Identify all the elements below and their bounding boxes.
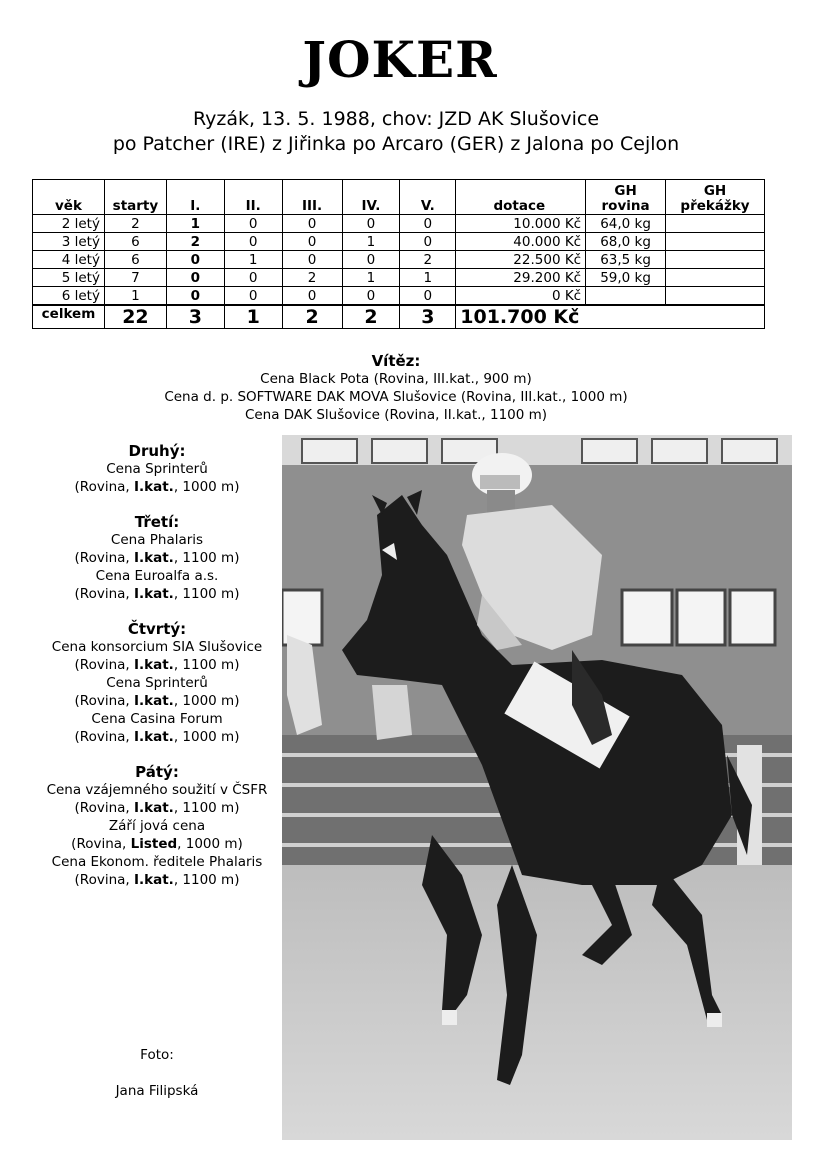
race-record-table <box>32 179 765 329</box>
race-track: (Rovina, <box>74 800 134 816</box>
race-track: (Rovina, <box>74 872 134 888</box>
placing-race-details <box>32 835 282 853</box>
cell-fifth: 2 <box>400 251 456 269</box>
placing-race-name: Cena Sprinterů <box>106 461 208 477</box>
total-row <box>33 305 765 329</box>
cell-starts: 1 <box>104 287 166 306</box>
cell-prize: 40.000 Kč <box>456 233 586 251</box>
photo-credit-label: Foto: <box>140 1047 174 1063</box>
total-fourth: 2 <box>342 305 400 329</box>
winner-section <box>0 352 792 424</box>
placing-race-details <box>32 656 282 674</box>
header-gh-jump: GH překážky <box>666 180 765 215</box>
race-category: I.kat. <box>133 872 174 888</box>
table-row <box>33 215 765 233</box>
placing-race-details <box>32 799 282 817</box>
race-category: I.kat. <box>133 550 174 566</box>
placing-race-name: Září jová cena <box>108 818 206 834</box>
winner-race: Cena Black Pota (Rovina, III.kat., 900 m) <box>260 371 532 387</box>
cell-third: 0 <box>282 251 342 269</box>
race-distance: , 1000 m) <box>177 836 243 852</box>
cell-prize: 0 Kč <box>456 287 586 306</box>
cell-fifth: 0 <box>400 233 456 251</box>
winner-race: Cena DAK Slušovice (Rovina, II.kat., 1100 m) <box>244 407 548 423</box>
race-distance: , 1100 m) <box>173 550 240 566</box>
placing-race-name: Cena vzájemného soužití v ČSFR <box>46 782 268 798</box>
cell-third: 0 <box>282 287 342 306</box>
placing-race-details <box>32 549 282 567</box>
placing-heading: Druhý: <box>128 442 186 460</box>
cell-fifth: 1 <box>400 269 456 287</box>
total-third: 2 <box>282 305 342 329</box>
cell-second: 1 <box>224 251 282 269</box>
cell-starts: 7 <box>104 269 166 287</box>
cell-second: 0 <box>224 215 282 233</box>
cell-second: 0 <box>224 287 282 306</box>
placing-race-name: Cena Euroalfa a.s. <box>95 568 219 584</box>
placing-race-details <box>32 478 282 496</box>
cell-first: 0 <box>166 287 224 306</box>
cell-gh-flat: 63,5 kg <box>586 251 666 269</box>
cell-age: 4 letý <box>33 251 105 269</box>
cell-third: 0 <box>282 233 342 251</box>
cell-first: 0 <box>166 269 224 287</box>
race-distance: , 1000 m) <box>173 729 240 745</box>
cell-first: 2 <box>166 233 224 251</box>
race-distance: , 1100 m) <box>173 872 240 888</box>
placing-heading: Třetí: <box>134 513 180 531</box>
cell-fifth: 0 <box>400 215 456 233</box>
race-track: (Rovina, <box>74 586 134 602</box>
cell-starts: 2 <box>104 215 166 233</box>
cell-gh-jump <box>666 215 765 233</box>
total-second: 1 <box>224 305 282 329</box>
placing-race-details <box>32 585 282 603</box>
cell-age: 6 letý <box>33 287 105 306</box>
cell-age: 3 letý <box>33 233 105 251</box>
cell-fifth: 0 <box>400 287 456 306</box>
cell-gh-flat: 68,0 kg <box>586 233 666 251</box>
table-row <box>33 251 765 269</box>
winner-race: Cena d. p. SOFTWARE DAK MOVA Slušovice (Rovina, III.kat., 1000 m) <box>164 389 628 405</box>
placing-race-details <box>32 728 282 746</box>
race-distance: , 1100 m) <box>173 800 240 816</box>
cell-prize: 29.200 Kč <box>456 269 586 287</box>
cell-fourth: 1 <box>342 233 400 251</box>
cell-third: 0 <box>282 215 342 233</box>
table-row <box>33 233 765 251</box>
placing-race-name: Cena Phalaris <box>110 532 204 548</box>
race-distance: , 1100 m) <box>173 586 240 602</box>
table-header-row <box>33 180 765 215</box>
cell-fourth: 0 <box>342 287 400 306</box>
race-category: I.kat. <box>133 657 174 673</box>
cell-gh-flat: 59,0 kg <box>586 269 666 287</box>
horse-name: JOKER <box>302 30 498 89</box>
race-track: (Rovina, <box>74 693 134 709</box>
cell-age: 5 letý <box>33 269 105 287</box>
cell-gh-flat: 64,0 kg <box>586 215 666 233</box>
header-second: II. <box>224 180 282 215</box>
cell-first: 0 <box>166 251 224 269</box>
header-gh-flat: GH rovina <box>586 180 666 215</box>
race-track: (Rovina, <box>74 479 134 495</box>
header-third: III. <box>282 180 342 215</box>
cell-first: 1 <box>166 215 224 233</box>
cell-starts: 6 <box>104 251 166 269</box>
horse-photo <box>282 435 792 1140</box>
cell-fourth: 0 <box>342 215 400 233</box>
race-track: (Rovina, <box>74 657 134 673</box>
header-prize: dotace <box>456 180 586 215</box>
cell-second: 0 <box>224 233 282 251</box>
race-track: (Rovina, <box>71 836 131 852</box>
race-track: (Rovina, <box>74 550 134 566</box>
cell-prize: 10.000 Kč <box>456 215 586 233</box>
cell-gh-jump <box>666 269 765 287</box>
total-starts: 22 <box>104 305 166 329</box>
placing-race-name: Cena Ekonom. ředitele Phalaris <box>51 854 263 870</box>
winner-heading: Vítěz: <box>371 352 421 370</box>
cell-second: 0 <box>224 269 282 287</box>
placing-heading: Pátý: <box>135 763 179 781</box>
placing-race-name: Cena konsorcium SIA Slušovice <box>51 639 263 655</box>
photo-credit-name: Jana Filipská <box>115 1083 199 1099</box>
race-category: Listed <box>130 836 178 852</box>
total-prize: 101.700 Kč <box>456 305 765 329</box>
total-first: 3 <box>166 305 224 329</box>
header-age: věk <box>33 180 105 215</box>
table-row <box>33 287 765 306</box>
race-category: I.kat. <box>133 479 174 495</box>
header-first: I. <box>166 180 224 215</box>
cell-gh-jump <box>666 233 765 251</box>
cell-fourth: 1 <box>342 269 400 287</box>
race-track: (Rovina, <box>74 729 134 745</box>
placing-race-details <box>32 871 282 889</box>
header-starts: starty <box>104 180 166 215</box>
total-label: celkem <box>33 305 105 329</box>
horse-info: Ryzák, 13. 5. 1988, chov: JZD AK Slušovice <box>192 108 600 130</box>
cell-prize: 22.500 Kč <box>456 251 586 269</box>
race-category: I.kat. <box>133 586 174 602</box>
race-category: I.kat. <box>133 800 174 816</box>
race-distance: , 1000 m) <box>173 479 240 495</box>
race-distance: , 1100 m) <box>173 657 240 673</box>
cell-fourth: 0 <box>342 251 400 269</box>
horse-pedigree: po Patcher (IRE) z Jiřinka po Arcaro (GER) z Jalona po Cejlon <box>112 133 680 155</box>
header-fifth: V. <box>400 180 456 215</box>
race-category: I.kat. <box>133 729 174 745</box>
placings-section <box>32 442 282 889</box>
race-category: I.kat. <box>133 693 174 709</box>
table-row <box>33 269 765 287</box>
cell-gh-jump <box>666 251 765 269</box>
cell-age: 2 letý <box>33 215 105 233</box>
cell-gh-flat <box>586 287 666 306</box>
total-fifth: 3 <box>400 305 456 329</box>
header-fourth: IV. <box>342 180 400 215</box>
cell-third: 2 <box>282 269 342 287</box>
placing-race-name: Cena Sprinterů <box>106 675 208 691</box>
placing-heading: Čtvrtý: <box>127 620 187 638</box>
placing-race-details <box>32 692 282 710</box>
photo-credit <box>32 1046 282 1100</box>
cell-starts: 6 <box>104 233 166 251</box>
race-distance: , 1000 m) <box>173 693 240 709</box>
placing-race-name: Cena Casina Forum <box>91 711 223 727</box>
cell-gh-jump <box>666 287 765 306</box>
